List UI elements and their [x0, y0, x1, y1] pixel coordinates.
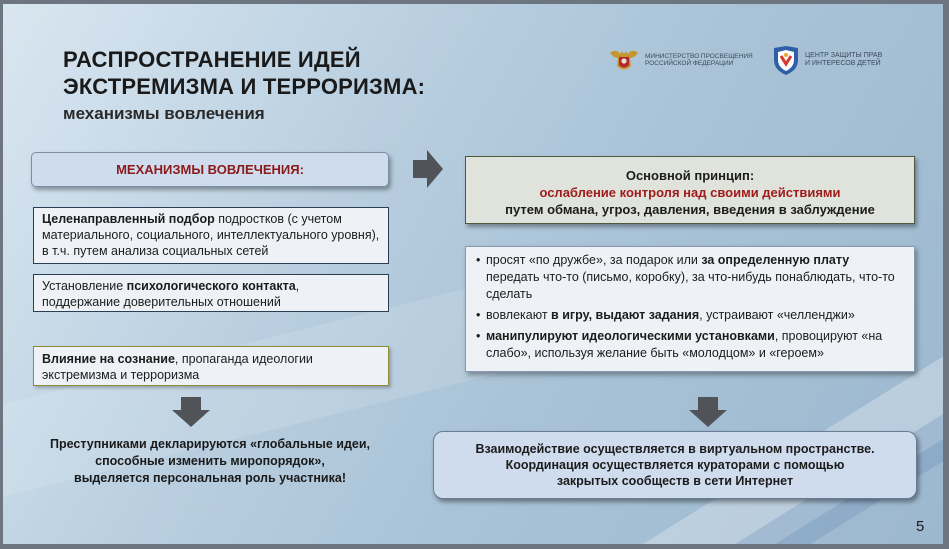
virtual-interaction-box	[433, 431, 917, 499]
title-line: РАСПРОСТРАНЕНИЕ ИДЕЙ	[63, 47, 361, 72]
mechanism-bold-text: психологического контакта	[126, 279, 296, 293]
list-item-text: , провоцируют «на слабо», используя желание быть «молодцом» и «героем»	[486, 329, 883, 360]
list-item-text: , устраивают «челленджи»	[699, 308, 855, 322]
mechanism-box-selection	[33, 207, 389, 264]
list-item-text: вовлекают	[486, 308, 552, 322]
mechanism-bold-text: Целенаправленный подбор	[42, 212, 215, 226]
slide-title	[63, 46, 425, 100]
list-item-bold: за определенную плату	[701, 253, 850, 267]
list-item-text: просят «по дружбе», за подарок или	[486, 253, 702, 267]
declaration-text	[31, 436, 389, 487]
logo-text-line: И ИНТЕРЕСОВ ДЕТЕЙ	[805, 60, 881, 67]
virtual-line: Взаимодействие осуществляется в виртуальном пространстве.	[475, 442, 875, 456]
list-item	[478, 328, 904, 362]
mechanism-box-contact	[33, 274, 389, 312]
logo-text-line: ЦЕНТР ЗАЩИТЫ ПРАВ	[805, 51, 883, 59]
principle-text: путем обмана, угроз, давления, введения в заблуждение	[505, 202, 875, 217]
mechanisms-header: МЕХАНИЗМЫ ВОВЛЕЧЕНИЯ:	[31, 152, 389, 187]
mechanism-text: , пропаганда идеологии экстремизма и терроризма	[42, 352, 313, 382]
page-number: 5	[916, 518, 925, 535]
down-arrow-icon	[688, 396, 728, 428]
logo-text-line: РОССИЙСКОЙ ФЕДЕРАЦИИ	[645, 60, 734, 67]
list-item-text: передать что-то (письмо, коробку), за что-нибудь понаблюдать, что-то сделать	[486, 270, 895, 301]
declaration-line: способные изменить миропорядок»,	[95, 454, 325, 468]
mechanism-text: подростков (с учетом материального, социального, интеллектуального уровня), в т.ч. путем анализа социальных сетей	[42, 212, 380, 258]
virtual-line: закрытых сообществ в сети Интернет	[556, 474, 794, 488]
slide-subtitle: механизмы вовлечения	[63, 104, 265, 123]
mechanism-bold-text: Влияние на сознание	[42, 352, 175, 366]
list-item	[478, 307, 904, 324]
mechanism-text: , поддержание доверительных отношений	[42, 279, 300, 309]
right-arrow-icon	[412, 149, 444, 189]
down-arrow-icon	[171, 396, 211, 428]
center-logo-text	[805, 52, 915, 69]
presentation-slide	[3, 4, 943, 544]
methods-list	[465, 246, 915, 372]
logo-text-line: МИНИСТЕРСТВО ПРОСВЕЩЕНИЯ	[645, 52, 753, 60]
list-item	[478, 252, 904, 303]
center-logo	[771, 44, 915, 76]
title-line: ЭКСТРЕМИЗМА И ТЕРРОРИЗМА:	[63, 74, 426, 99]
main-principle-box	[465, 156, 915, 224]
principle-title: Основной принцип:	[625, 168, 755, 183]
list-item-bold: манипулируют идеологическими установками	[486, 329, 775, 343]
mechanism-box-influence	[33, 346, 389, 386]
virtual-line: Координация осуществляется кураторами с помощью	[505, 458, 845, 472]
ministry-logo	[607, 44, 755, 76]
ministry-logo-text	[645, 53, 755, 68]
mechanism-text: Установление	[42, 279, 127, 293]
list-item-bold: в игру, выдают задания	[551, 308, 700, 322]
shield-icon	[771, 44, 801, 76]
principle-highlight: ослабление контроля над своими действиями	[539, 185, 841, 200]
declaration-line: Преступниками декларируются «глобальные идеи,	[49, 437, 371, 451]
declaration-line: выделяется персональная роль участника!	[74, 471, 346, 485]
ministry-emblem-icon	[607, 44, 641, 76]
